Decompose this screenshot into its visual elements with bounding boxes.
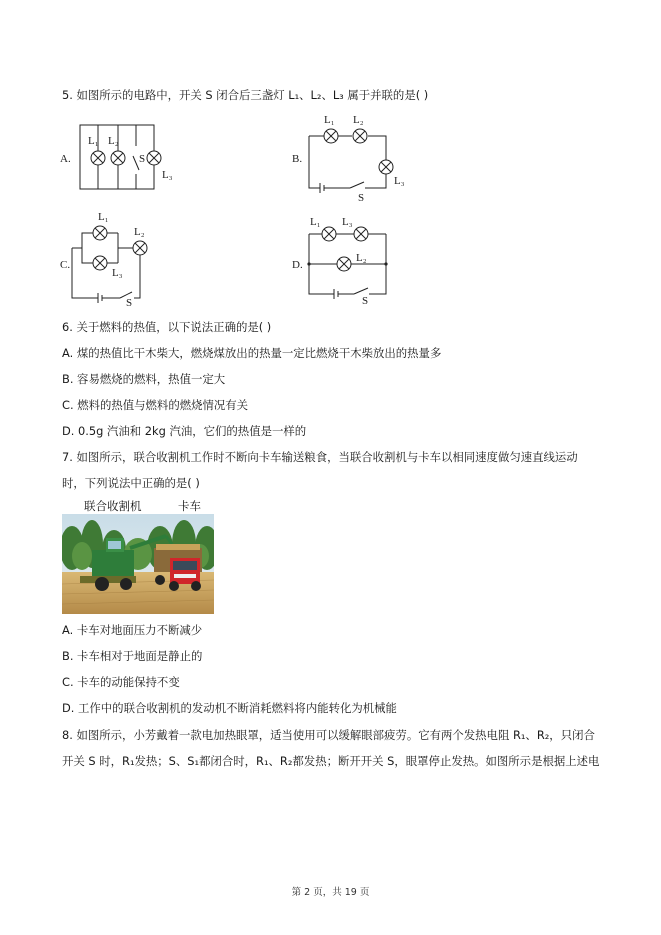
q5-c-label-s: S — [126, 297, 133, 309]
q7-stem-line1: 7. 如图所示，联合收割机工作时不断向卡车输送粮食，当联合收割机与卡车以相同速度做匀速直线运动 — [62, 450, 578, 464]
q5-a-label-l2: L₂ — [108, 135, 119, 147]
q5-option-d-letter: D. — [292, 259, 303, 271]
truck-icon — [154, 544, 202, 591]
q6-option-c: C. 燃料的热值与燃料的燃烧情况有关 — [62, 398, 249, 412]
q7-stem-line2: 时，下列说法中正确的是( ) — [62, 476, 200, 490]
q5-b-label-l2: L₂ — [353, 114, 364, 126]
q5-option-a-diagram — [60, 118, 210, 198]
q7-option-a: A. 卡车对地面压力不断减少 — [62, 623, 203, 637]
q6-option-d: D. 0.5g 汽油和 2kg 汽油，它们的热值是一样的 — [62, 424, 307, 438]
q7-photo — [62, 498, 214, 614]
q6-option-a: A. 煤的热值比干木柴大，燃烧煤放出的热量一定比燃烧干木柴放出的热量多 — [62, 346, 442, 360]
photo-label-truck: 卡车 — [178, 499, 201, 513]
q7-option-b: B. 卡车相对于地面是静止的 — [62, 649, 203, 663]
page-footer: 第 2 页，共 19 页 — [291, 887, 370, 898]
photo-label-harvester: 联合收割机 — [84, 499, 142, 513]
q5-b-label-l1: L₁ — [324, 114, 335, 126]
q5-option-c-letter: C. — [60, 259, 71, 271]
q5-option-b-letter: B. — [292, 153, 303, 165]
q8-line2: 开关 S 时，R₁发热；S、S₁都闭合时，R₁、R₂都发热；断开开关 S，眼罩停止发热。如图所示是根据上述电 — [62, 754, 600, 768]
q5-a-label-l1: L₁ — [88, 135, 99, 147]
q5-c-label-l3: L₃ — [112, 267, 123, 279]
q5-option-b-diagram — [292, 110, 422, 204]
q5-stem: 5. 如图所示的电路中，开关 S 闭合后三盏灯 L₁、L₂、L₃ 属于并联的是( ) — [62, 88, 429, 102]
q7-option-d: D. 工作中的联合收割机的发动机不断消耗燃料将内能转化为机械能 — [62, 701, 397, 715]
q5-d-label-l2: L₂ — [356, 252, 367, 264]
q5-d-label-l3: L₃ — [342, 216, 353, 228]
q5-option-a-letter: A. — [60, 153, 71, 165]
lamp-icon — [91, 151, 161, 165]
q5-c-label-l2: L₂ — [134, 226, 145, 238]
q5-c-label-l1: L₁ — [98, 211, 109, 223]
q5-b-label-s: S — [358, 192, 365, 204]
q5-option-c-diagram — [60, 208, 210, 309]
q6-stem: 6. 关于燃料的热值，以下说法正确的是( ) — [62, 320, 272, 334]
q5-d-label-l1: L₁ — [310, 216, 321, 228]
q8-line1: 8. 如图所示，小芳戴着一款电加热眼罩，适当使用可以缓解眼部疲劳。它有两个发热电阻 R₁、R₂，只闭合 — [62, 728, 595, 742]
q5-d-label-s: S — [362, 295, 369, 307]
q6-option-b: B. 容易燃烧的燃料，热值一定大 — [62, 372, 226, 386]
q7-option-c: C. 卡车的动能保持不变 — [62, 675, 180, 689]
q5-a-label-l3: L₃ — [162, 169, 173, 181]
q5-b-label-l3: L₃ — [394, 175, 405, 187]
q5-option-d-diagram — [292, 212, 422, 307]
harvester-truck-image — [62, 514, 214, 614]
q5-a-label-s: S — [139, 153, 146, 165]
